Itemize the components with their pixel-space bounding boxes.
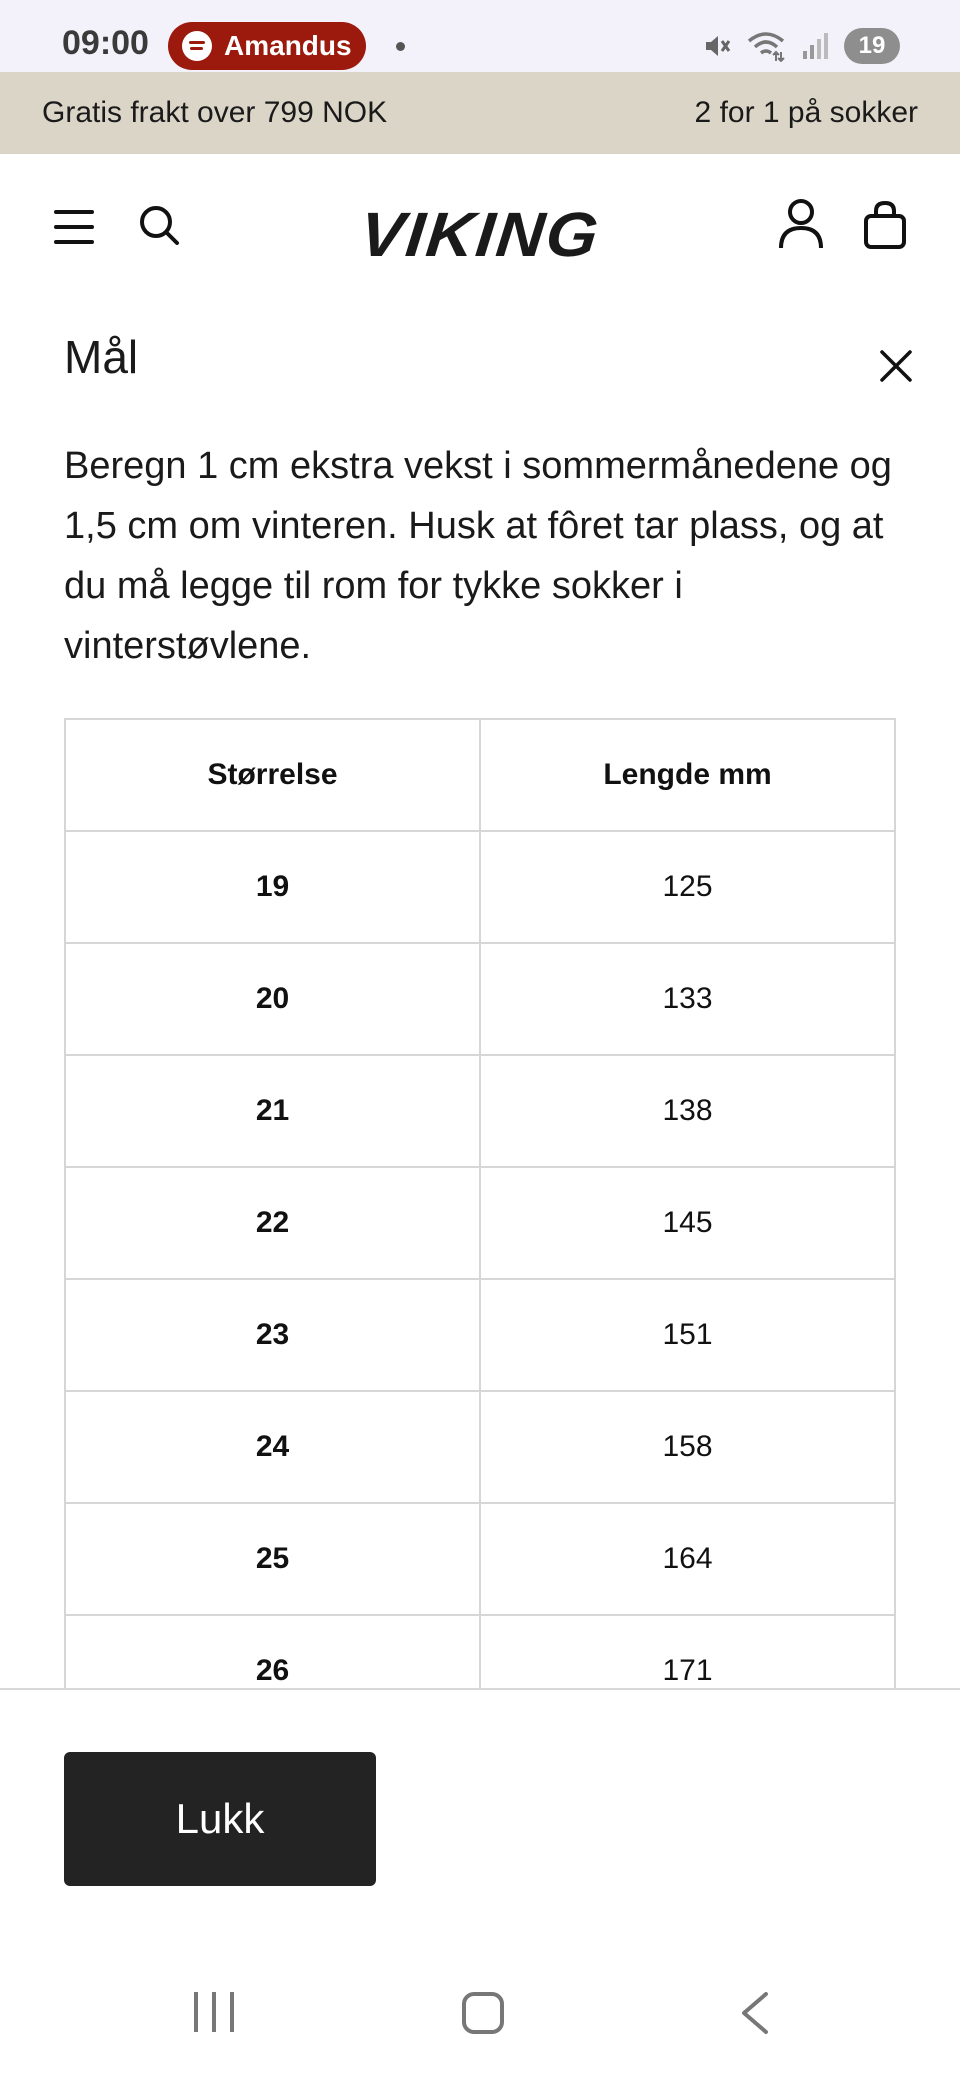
cart-icon[interactable] <box>862 200 908 250</box>
site-header <box>0 154 960 302</box>
wifi-icon <box>746 30 786 62</box>
size-table-container[interactable] <box>64 718 896 1688</box>
table-row <box>65 1503 895 1615</box>
close-button[interactable]: Lukk <box>64 1752 376 1886</box>
menu-icon[interactable] <box>54 208 96 246</box>
account-icon[interactable] <box>778 198 824 250</box>
spotify-icon <box>182 31 212 61</box>
promo-free-shipping[interactable]: Gratis frakt over 799 NOK <box>42 96 388 129</box>
length-cell: 138 <box>480 1055 895 1167</box>
size-cell: 22 <box>65 1167 480 1279</box>
size-cell: 19 <box>65 831 480 943</box>
length-cell: 133 <box>480 943 895 1055</box>
navigation-bar <box>0 1950 960 2080</box>
mute-icon <box>702 31 732 61</box>
viking-logo[interactable]: VIKING <box>356 198 604 270</box>
modal-description: Beregn 1 cm ekstra vekst i sommermånedene og 1,5 cm om vinteren. Husk at fôret tar plass, og at du må legge til rom for tykke sokker i vinterstøvlene. <box>64 445 892 667</box>
table-row <box>65 1279 895 1391</box>
battery-badge: 19 <box>844 28 900 64</box>
search-icon[interactable] <box>136 202 182 248</box>
table-row <box>65 1167 895 1279</box>
size-cell: 26 <box>65 1615 480 1688</box>
length-cell: 145 <box>480 1167 895 1279</box>
column-header-length: Lengde mm <box>480 719 895 831</box>
back-icon[interactable] <box>736 1990 772 2036</box>
table-row <box>65 943 895 1055</box>
promo-bar <box>0 72 960 154</box>
size-table <box>64 718 896 1688</box>
close-icon[interactable] <box>878 348 914 384</box>
spotify-label: Amandus <box>224 30 352 61</box>
size-cell: 23 <box>65 1279 480 1391</box>
spotify-notification-pill[interactable] <box>168 22 366 70</box>
modal-title: Mål <box>64 331 139 383</box>
table-row <box>65 1055 895 1167</box>
size-cell: 21 <box>65 1055 480 1167</box>
column-header-size: Størrelse <box>65 719 480 831</box>
length-cell: 164 <box>480 1503 895 1615</box>
table-row <box>65 1391 895 1503</box>
length-cell: 151 <box>480 1279 895 1391</box>
table-row <box>65 1615 895 1688</box>
size-cell: 20 <box>65 943 480 1055</box>
status-time: 09:00 <box>62 24 149 62</box>
table-header-row <box>65 719 895 831</box>
recents-icon[interactable] <box>194 1992 236 2032</box>
home-icon[interactable] <box>462 1992 504 2034</box>
length-cell: 125 <box>480 831 895 943</box>
length-cell: 158 <box>480 1391 895 1503</box>
status-bar <box>0 0 960 72</box>
signal-icon <box>800 31 830 61</box>
notification-dot <box>396 42 405 51</box>
size-cell: 25 <box>65 1503 480 1615</box>
size-cell: 24 <box>65 1391 480 1503</box>
status-icons <box>702 26 900 66</box>
length-cell: 171 <box>480 1615 895 1688</box>
table-row <box>65 831 895 943</box>
promo-socks-offer[interactable]: 2 for 1 på sokker <box>694 96 918 129</box>
